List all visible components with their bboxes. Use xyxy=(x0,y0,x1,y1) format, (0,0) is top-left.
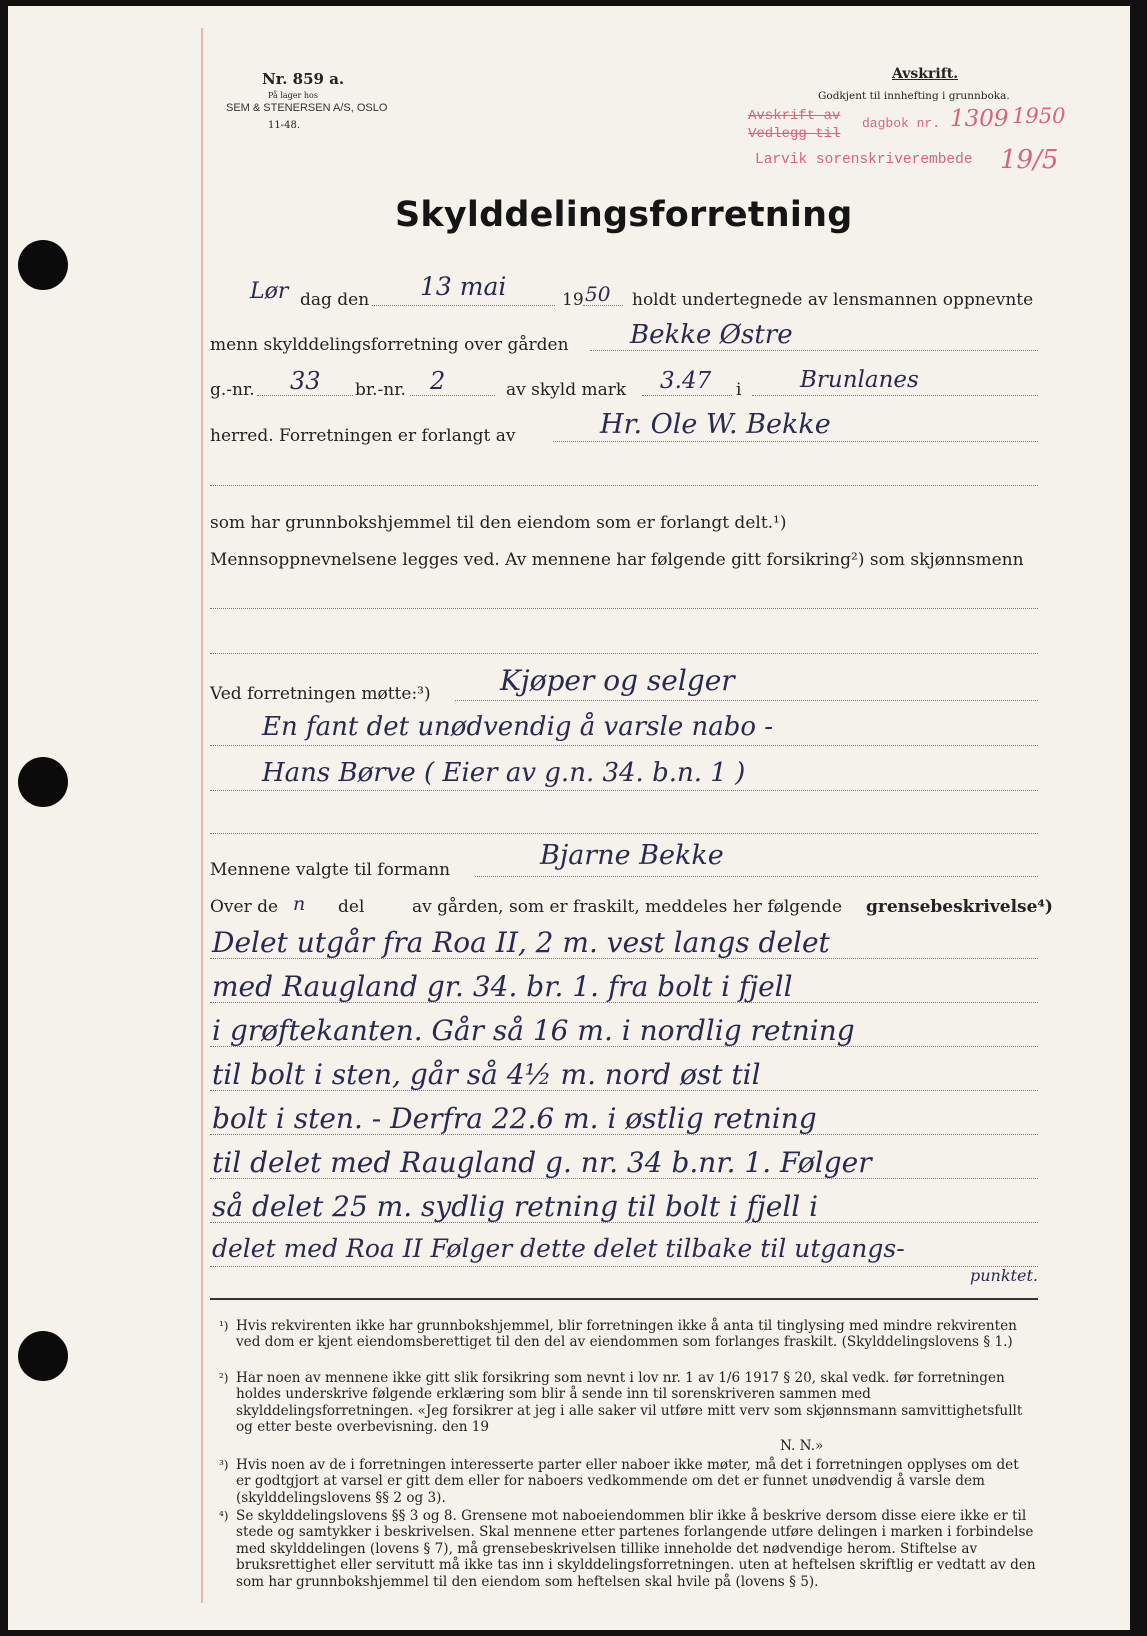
blank-line-1 xyxy=(210,485,1038,486)
date-fill-line xyxy=(372,305,555,306)
motte-handwritten: Kjøper og selger xyxy=(500,664,735,697)
description-line: bolt i sten. - Derfra 22.6 m. i østlig retning xyxy=(212,1102,817,1135)
skyld-handwritten: 3.47 xyxy=(660,368,712,394)
punch-hole-middle xyxy=(18,757,68,807)
stamp-office: Larvik sorenskriverembede xyxy=(755,152,973,168)
intro-rest: holdt undertegnede av lensmannen oppnevnte xyxy=(632,290,1034,310)
stamp-dagbok-label: dagbok nr. xyxy=(862,116,941,131)
stamp-date: 19/5 xyxy=(1000,145,1059,175)
description-line: Delet utgår fra Roa II, 2 m. vest langs delet xyxy=(212,926,830,959)
footnote-2 xyxy=(219,1370,1036,1436)
blank-line-3 xyxy=(210,653,1038,654)
kommune-handwritten: Brunlanes xyxy=(800,367,919,393)
gard-label: menn skylddelingsforretning over gården xyxy=(210,335,569,355)
description-line: så delet 25 m. sydlig retning til bolt i fjell i xyxy=(212,1190,819,1223)
year-fill-line xyxy=(583,305,623,306)
description-line: i grøftekanten. Går så 16 m. i nordlig retning xyxy=(212,1014,855,1047)
description-line: til bolt i sten, går så 4½ m. nord øst til xyxy=(212,1058,761,1091)
print-date: 11-48. xyxy=(268,120,301,131)
gard-fill-line xyxy=(590,350,1038,351)
kommune-fill-line xyxy=(752,395,1038,396)
over-label-c: av gården, som er fraskilt, meddeles her følgende xyxy=(412,897,843,917)
year-prefix: 19 xyxy=(562,290,584,310)
gnr-handwritten: 33 xyxy=(290,367,321,395)
approval-line: Godkjent til innhefting i grunnboka. xyxy=(818,90,1010,102)
stamp-dagbok-number: 1309 xyxy=(950,106,1009,132)
form-number: Nr. 859 a. xyxy=(262,70,345,88)
motte-handwritten-2: En fant det unødvendig å varsle nabo - xyxy=(262,712,774,742)
i-label: i xyxy=(736,380,742,400)
footnote-2-number: ²) xyxy=(219,1371,229,1385)
stamp-attachment-line: Vedlegg til xyxy=(748,126,841,142)
copy-title: Avskrift. xyxy=(892,66,959,82)
grunnbok-line: som har grunnbokshjemmel til den eiendom som er forlangt delt.¹) xyxy=(210,513,787,533)
year-handwritten: 50 xyxy=(585,282,611,306)
forlangt-handwritten: Hr. Ole W. Bekke xyxy=(600,409,831,440)
description-line: delet med Roa II Følger dette delet tilbake til utgangs- xyxy=(212,1234,905,1263)
gnr-label: g.-nr. xyxy=(210,380,255,400)
publisher: SEM & STENERSEN A/S, OSLO xyxy=(226,102,388,114)
description-line: til delet med Raugland g. nr. 34 b.nr. 1. Følger xyxy=(212,1146,872,1179)
footnote-1 xyxy=(219,1318,1036,1351)
bnr-handwritten: 2 xyxy=(430,367,446,395)
over-label-b: del xyxy=(338,897,365,917)
punch-hole-top xyxy=(18,240,68,290)
bnr-label: br.-nr. xyxy=(355,380,406,400)
menn-line: Mennsoppnevnelsene legges ved. Av mennene har følgende gitt forsikring²) som skjønnsmenn xyxy=(210,550,1024,570)
footnote-4-text: Se skylddelingslovens §§ 3 og 8. Grensene mot naboeiendommen blir ikke å beskrive dersom disse eiere ikke er til stede og samtykker i beskrivelsen. Skal mennene etter partenes forlangende utføre delingen i marken i forbindelse med skylddelingen (lovens § 7), må grensebeskrivelsen tillike inneholde det nødvendige herom. Stiftelse av bruksrettighet eller servitutt må ikke tas inn i skylddelingsforretningen. uten at heftelsen skriftlig er vedtatt av den som har grunnbokshjemmel til den eiendom som heftelsen skal hvile på (lovens § 5). xyxy=(236,1508,1036,1590)
stock-line: På lager hos xyxy=(268,91,318,100)
footnote-3-text: Hvis noen av de i forretningen interesserte parter eller naboer ikke møter, må det i forretningen opplyses om det er godtgjort at varsel er gitt dem eller for naboers vedkommende om det er funnet unødvendig å varsle dem (skylddelingslovens §§ 2 og 3). xyxy=(236,1457,1019,1506)
description-rule xyxy=(210,1266,1038,1267)
over-label-a: Over de xyxy=(210,897,279,917)
footnote-3 xyxy=(219,1457,1036,1506)
motte-handwritten-3: Hans Børve ( Eier av g.n. 34. b.n. 1 ) xyxy=(262,758,746,788)
page-title: Skylddelingsforretning xyxy=(395,195,853,235)
footnote-4-number: ⁴) xyxy=(219,1509,229,1523)
forlangt-fill-line xyxy=(553,441,1038,442)
skyld-label: av skyld mark xyxy=(506,380,627,400)
gnr-fill-line xyxy=(257,395,353,396)
boundary-description xyxy=(210,918,1060,1298)
skyld-fill-line xyxy=(642,395,732,396)
motte-line-3 xyxy=(210,790,1038,791)
herred-label: herred. Forretningen er forlangt av xyxy=(210,426,516,446)
formann-label: Mennene valgte til formann xyxy=(210,860,451,880)
gard-handwritten: Bekke Østre xyxy=(630,320,793,350)
punch-hole-bottom xyxy=(18,1331,68,1381)
footnote-1-text: Hvis rekvirenten ikke har grunnbokshjemmel, blir forretningen ikke å anta til tinglysing med mindre rekvirenten ved dom er kjent eiendomsberettiget til den del av eiendommen som forlanges fraskilt. (Skylddelingslovens § 1.) xyxy=(236,1318,1017,1351)
footnote-2-signature xyxy=(780,1438,900,1454)
grense-heading: grensebeskrivelse⁴) xyxy=(866,897,1053,917)
margin-rule xyxy=(201,28,203,1603)
blank-line-2 xyxy=(210,608,1038,609)
footnote-3-number: ³) xyxy=(219,1458,229,1472)
stamp-copy-line: Avskrift av xyxy=(748,108,841,124)
footnote-1-number: ¹) xyxy=(219,1319,229,1333)
footnote-2-text: Har noen av mennene ikke gitt slik forsikring som nevnt i lov nr. 1 av 1/6 1917 § 20, skal vedk. før forretningen holdes underskrive følgende erklæring som blir å sende inn til sorenskriveren sammen med skylddelingsforretningen. «Jeg forsikrer at jeg i alle saker vil utføre mitt verv som skjønnsmann samvittighetsfullt og etter beste overbevisning. den 19 xyxy=(236,1370,1023,1436)
motte-line-2 xyxy=(210,745,1038,746)
over-handwritten: n xyxy=(293,893,306,915)
motte-fill-line xyxy=(455,700,1038,701)
dag-den-label: dag den xyxy=(300,290,370,310)
footnote-separator xyxy=(210,1298,1038,1300)
footnote-2-signature-text: N. N.» xyxy=(780,1438,824,1454)
blank-line-4 xyxy=(210,833,1038,834)
formann-handwritten: Bjarne Bekke xyxy=(540,840,724,871)
description-tail: punktet. xyxy=(970,1266,1038,1285)
footnote-4 xyxy=(219,1508,1036,1590)
description-line: med Raugland gr. 34. br. 1. fra bolt i fjell xyxy=(212,970,793,1003)
stamp-year: 1950 xyxy=(1012,104,1066,128)
day-month-handwritten: 13 mai xyxy=(420,272,507,301)
weekday-handwritten: Lør xyxy=(250,279,289,304)
motte-label: Ved forretningen møtte:³) xyxy=(210,684,431,704)
formann-fill-line xyxy=(475,876,1038,877)
bnr-fill-line xyxy=(410,395,495,396)
